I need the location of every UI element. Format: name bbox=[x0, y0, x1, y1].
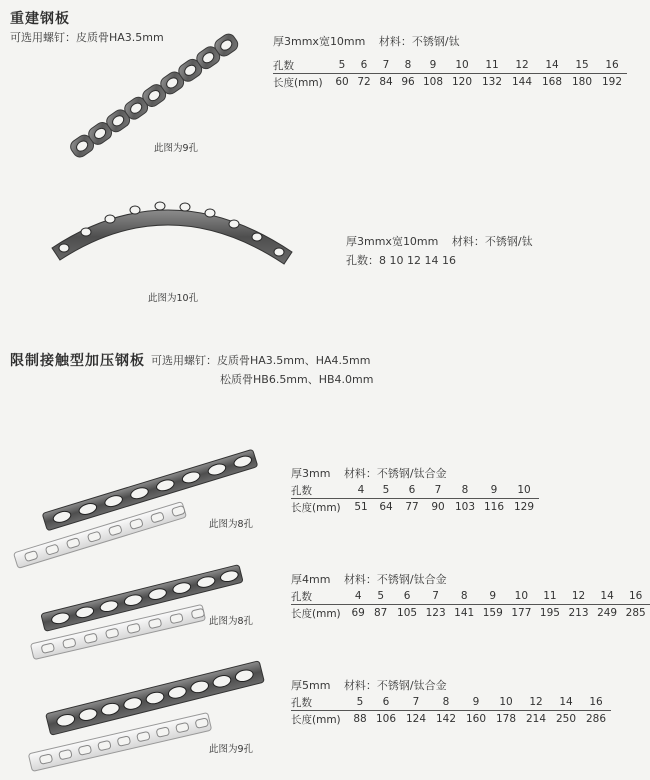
hole-cell: 8 bbox=[451, 482, 479, 499]
plate2-size: 厚3mmx宽10mm bbox=[346, 235, 439, 248]
length-cell: 214 bbox=[525, 713, 547, 725]
hole-cell: 8 bbox=[431, 694, 461, 711]
length-cell: 90 bbox=[431, 501, 445, 513]
length-cell: 195 bbox=[539, 607, 560, 619]
section2-title: 限制接触型加压钢板 bbox=[10, 353, 145, 369]
hole-cell: 6 bbox=[371, 694, 401, 711]
length-cell: 103 bbox=[454, 501, 476, 513]
row-label-length: 长度(mm) bbox=[291, 501, 341, 514]
hole-cell: 5 bbox=[369, 588, 393, 605]
hole-cell: 14 bbox=[593, 588, 622, 605]
length-cell: 132 bbox=[481, 76, 503, 88]
hole-cell: 12 bbox=[507, 57, 537, 74]
hole-cell: 11 bbox=[477, 57, 507, 74]
length-cell: 105 bbox=[397, 607, 418, 619]
hole-cell: 4 bbox=[349, 482, 373, 499]
hole-cell: 4 bbox=[348, 588, 369, 605]
length-cell: 96 bbox=[401, 76, 415, 88]
hole-cell: 8 bbox=[397, 57, 419, 74]
hole-cell: 7 bbox=[421, 588, 450, 605]
hole-cell: 15 bbox=[567, 57, 597, 74]
length-cell: 88 bbox=[353, 713, 367, 725]
hole-cell: 7 bbox=[425, 482, 451, 499]
length-cell: 141 bbox=[454, 607, 475, 619]
plate5-size: 厚5mm bbox=[291, 679, 331, 692]
row-label-holes: 孔数 bbox=[291, 694, 349, 711]
hole-cell: 5 bbox=[349, 694, 371, 711]
plate2-caption: 此图为10孔 bbox=[148, 293, 199, 304]
length-cell: 106 bbox=[375, 713, 397, 725]
row-label-holes: 孔数 bbox=[291, 588, 348, 605]
plate4-caption: 此图为8孔 bbox=[209, 616, 254, 627]
length-cell: 285 bbox=[625, 607, 646, 619]
hole-cell: 7 bbox=[375, 57, 397, 74]
hole-cell: 16 bbox=[597, 57, 627, 74]
plate5-material: 材料：不锈钢/钛合金 bbox=[343, 679, 447, 692]
length-cell: 51 bbox=[354, 501, 368, 513]
hole-cell: 16 bbox=[581, 694, 611, 711]
length-cell: 108 bbox=[422, 76, 444, 88]
length-cell: 84 bbox=[379, 76, 393, 88]
plate5-table bbox=[291, 694, 611, 727]
plate1-spec bbox=[273, 33, 460, 49]
plate4-size: 厚4mm bbox=[291, 573, 331, 586]
plate1-table bbox=[273, 57, 627, 90]
hole-cell: 12 bbox=[521, 694, 551, 711]
hole-cell: 12 bbox=[564, 588, 593, 605]
hole-cell: 10 bbox=[491, 694, 521, 711]
hole-cell: 16 bbox=[621, 588, 650, 605]
plate2-holes: 孔数：8 10 12 14 16 bbox=[346, 254, 456, 267]
plate4-spec bbox=[291, 571, 447, 587]
section2-screws-line2: 松质骨HB6.5mm、HB4.0mm bbox=[220, 373, 374, 386]
length-cell: 144 bbox=[511, 76, 533, 88]
hole-cell: 10 bbox=[507, 588, 536, 605]
plate3-spec bbox=[291, 465, 447, 481]
length-cell: 250 bbox=[555, 713, 577, 725]
hole-cell: 6 bbox=[353, 57, 375, 74]
plate2-material: 材料：不锈钢/钛 bbox=[451, 235, 533, 248]
plate3-size: 厚3mm bbox=[291, 467, 331, 480]
hole-cell: 9 bbox=[419, 57, 447, 74]
length-cell: 77 bbox=[405, 501, 419, 513]
row-label-holes: 孔数 bbox=[273, 57, 331, 74]
length-cell: 249 bbox=[597, 607, 618, 619]
plate3-material: 材料：不锈钢/钛合金 bbox=[343, 467, 447, 480]
row-label-holes: 孔数 bbox=[291, 482, 349, 499]
length-cell: 159 bbox=[482, 607, 503, 619]
hole-cell: 14 bbox=[537, 57, 567, 74]
section1-title: 重建钢板 bbox=[10, 11, 70, 27]
hole-cell: 9 bbox=[479, 482, 509, 499]
length-cell: 72 bbox=[357, 76, 371, 88]
hole-cell: 6 bbox=[399, 482, 425, 499]
hole-cell: 5 bbox=[373, 482, 399, 499]
hole-cell: 5 bbox=[331, 57, 353, 74]
length-cell: 69 bbox=[351, 607, 365, 619]
length-cell: 64 bbox=[379, 501, 393, 513]
section2-screws-line1: 可选用螺钉：皮质骨HA3.5mm、HA4.5mm bbox=[151, 354, 371, 367]
hole-cell: 14 bbox=[551, 694, 581, 711]
row-label-length: 长度(mm) bbox=[291, 607, 341, 620]
length-cell: 142 bbox=[435, 713, 457, 725]
hole-cell: 6 bbox=[393, 588, 422, 605]
hole-cell: 11 bbox=[536, 588, 565, 605]
length-cell: 120 bbox=[451, 76, 473, 88]
row-label-length: 长度(mm) bbox=[273, 76, 323, 89]
plate1-caption: 此图为9孔 bbox=[154, 143, 199, 154]
length-cell: 177 bbox=[511, 607, 532, 619]
plate5-caption: 此图为9孔 bbox=[209, 744, 254, 755]
plate1-size: 厚3mmx宽10mm bbox=[273, 35, 366, 48]
length-cell: 60 bbox=[335, 76, 349, 88]
length-cell: 178 bbox=[495, 713, 517, 725]
plate2-spec bbox=[346, 233, 533, 249]
length-cell: 180 bbox=[571, 76, 593, 88]
length-cell: 192 bbox=[601, 76, 623, 88]
plate3-table bbox=[291, 482, 539, 515]
plate4-material: 材料：不锈钢/钛合金 bbox=[343, 573, 447, 586]
plate5-spec bbox=[291, 677, 447, 693]
length-cell: 213 bbox=[568, 607, 589, 619]
section1-screws: 可选用螺钉：皮质骨HA3.5mm bbox=[10, 31, 164, 44]
hole-cell: 8 bbox=[450, 588, 479, 605]
length-cell: 168 bbox=[541, 76, 563, 88]
length-cell: 124 bbox=[405, 713, 427, 725]
plate1-material: 材料：不锈钢/钛 bbox=[378, 35, 460, 48]
hole-cell: 7 bbox=[401, 694, 431, 711]
length-cell: 116 bbox=[483, 501, 505, 513]
hole-cell: 9 bbox=[478, 588, 507, 605]
length-cell: 129 bbox=[513, 501, 535, 513]
row-label-length: 长度(mm) bbox=[291, 713, 341, 726]
length-cell: 286 bbox=[585, 713, 607, 725]
hole-cell: 9 bbox=[461, 694, 491, 711]
length-cell: 123 bbox=[425, 607, 446, 619]
plate3-caption: 此图为8孔 bbox=[209, 519, 254, 530]
hole-cell: 10 bbox=[447, 57, 477, 74]
hole-cell: 10 bbox=[509, 482, 539, 499]
plate4-table bbox=[291, 588, 650, 621]
length-cell: 87 bbox=[373, 607, 388, 619]
length-cell: 160 bbox=[465, 713, 487, 725]
